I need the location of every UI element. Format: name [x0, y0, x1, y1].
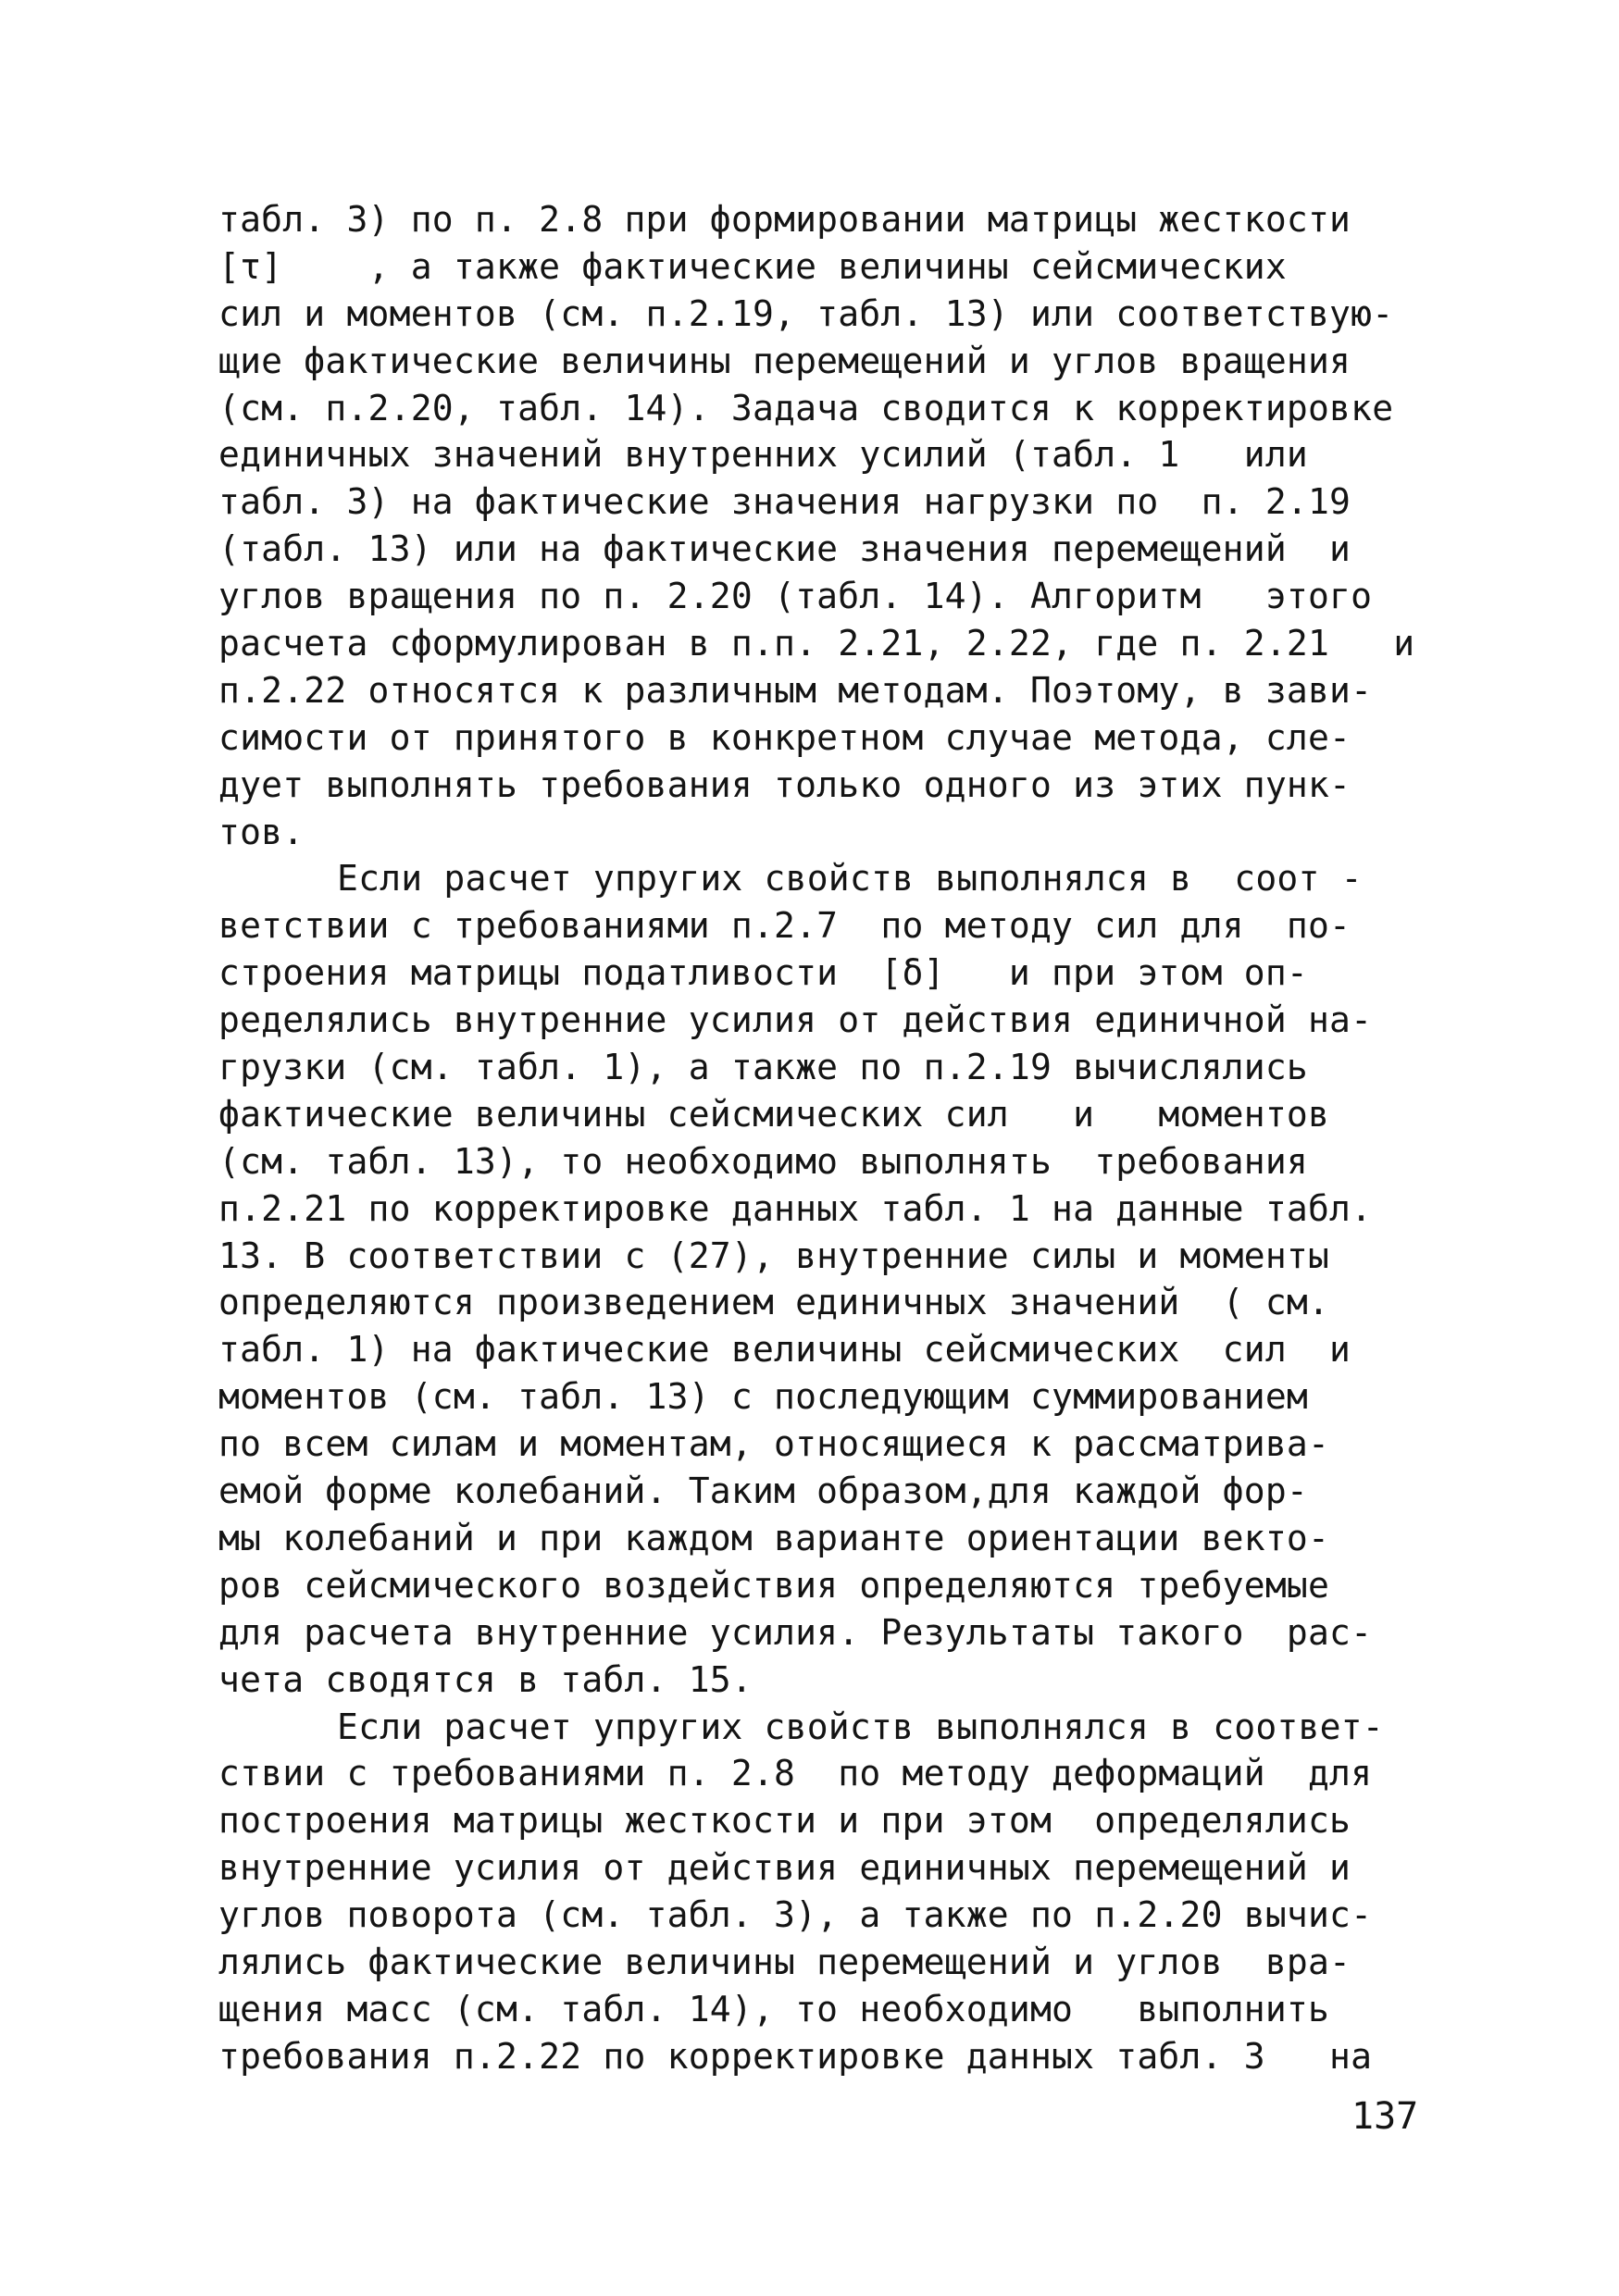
text-line: сил и моментов (см. п.2.19, табл. 13) или соответствую-: [218, 292, 1394, 334]
text-line: углов вращения по п. 2.20 (табл. 14). Алгоритм этого: [218, 576, 1373, 617]
text-line: грузки (см. табл. 1), а также по п.2.19 вычислялись: [218, 1047, 1308, 1088]
text-line: ветствии с требованиями п.2.7 по методу сил для по-: [218, 905, 1351, 947]
text-line: внутренние усилия от действия единичных перемещений и: [218, 1847, 1351, 1889]
text-line: чета сводятся в табл. 15.: [218, 1658, 753, 1700]
text-line: табл. 3) по п. 2.8 при формировании матрицы жесткости: [218, 199, 1351, 240]
text-line: табл. 3) на фактические значения нагрузки по п. 2.19: [218, 481, 1351, 523]
paragraph-start-line: Если расчет упругих свойств выполнялся в соответ-: [337, 1706, 1384, 1747]
text-line: ределялись внутренние усилия от действия единичной на-: [218, 999, 1373, 1041]
text-line: фактические величины сейсмических сил и моментов: [218, 1093, 1330, 1135]
text-line: тов.: [218, 811, 305, 852]
text-line: п.2.21 по корректировке данных табл. 1 на данные табл.: [218, 1187, 1373, 1229]
text-line: дует выполнять требования только одного из этих пунк-: [218, 763, 1351, 805]
text-line: мы колебаний и при каждом варианте ориентации векто-: [218, 1517, 1330, 1558]
text-line: [τ] , а также фактические величины сейсмических: [218, 245, 1287, 287]
text-line: щения масс (см. табл. 14), то необходимо выполнить: [218, 1988, 1330, 2029]
text-line: ров сейсмического воздействия определяются требуемые: [218, 1564, 1330, 1606]
paragraph-start-line: Если расчет упругих свойств выполнялся в соот -: [337, 858, 1363, 900]
text-line: определяются произведением единичных значений ( см.: [218, 1282, 1330, 1323]
text-line: симости от принятого в конкретном случае метода, сле-: [218, 716, 1351, 758]
text-line: емой форме колебаний. Таким образом,для каждой фор-: [218, 1471, 1308, 1512]
body-text: [218, 196, 1450, 2080]
text-line: лялись фактические величины перемещений и углов вра-: [218, 1941, 1351, 1982]
text-line: строения матрицы податливости [δ] и при этом оп-: [218, 952, 1308, 994]
text-line: моментов (см. табл. 13) с последующим суммированием: [218, 1376, 1308, 1418]
text-line: единичных значений внутренних усилий (табл. 1 или: [218, 434, 1308, 476]
text-line: построения матрицы жесткости и при этом определялись: [218, 1800, 1351, 1842]
text-line: (см. п.2.20, табл. 14). Задача сводится к корректировке: [218, 387, 1394, 428]
text-line: (см. табл. 13), то необходимо выполнять требования: [218, 1140, 1308, 1182]
text-line: табл. 1) на фактические величины сейсмических сил и: [218, 1329, 1351, 1371]
text-line: для расчета внутренние усилия. Результаты такого рас-: [218, 1611, 1373, 1653]
text-line: требования п.2.22 по корректировке данных табл. 3 на: [218, 2035, 1373, 2077]
text-line: (табл. 13) или на фактические значения перемещений и: [218, 528, 1351, 570]
text-line: п.2.22 относятся к различным методам. Поэтому, в зави-: [218, 669, 1373, 711]
text-line: расчета сформулирован в п.п. 2.21, 2.22, где п. 2.21 и: [218, 623, 1415, 664]
page-number: 137: [1351, 2095, 1419, 2138]
text-line: щие фактические величины перемещений и углов вращения: [218, 340, 1351, 381]
text-line: 13. В соответствии с (27), внутренние силы и моменты: [218, 1235, 1330, 1276]
text-line: по всем силам и моментам, относящиеся к рассматрива-: [218, 1423, 1330, 1465]
text-line: углов поворота (см. табл. 3), а также по п.2.20 вычис-: [218, 1894, 1373, 1936]
text-line: ствии с требованиями п. 2.8 по методу деформаций для: [218, 1753, 1373, 1794]
